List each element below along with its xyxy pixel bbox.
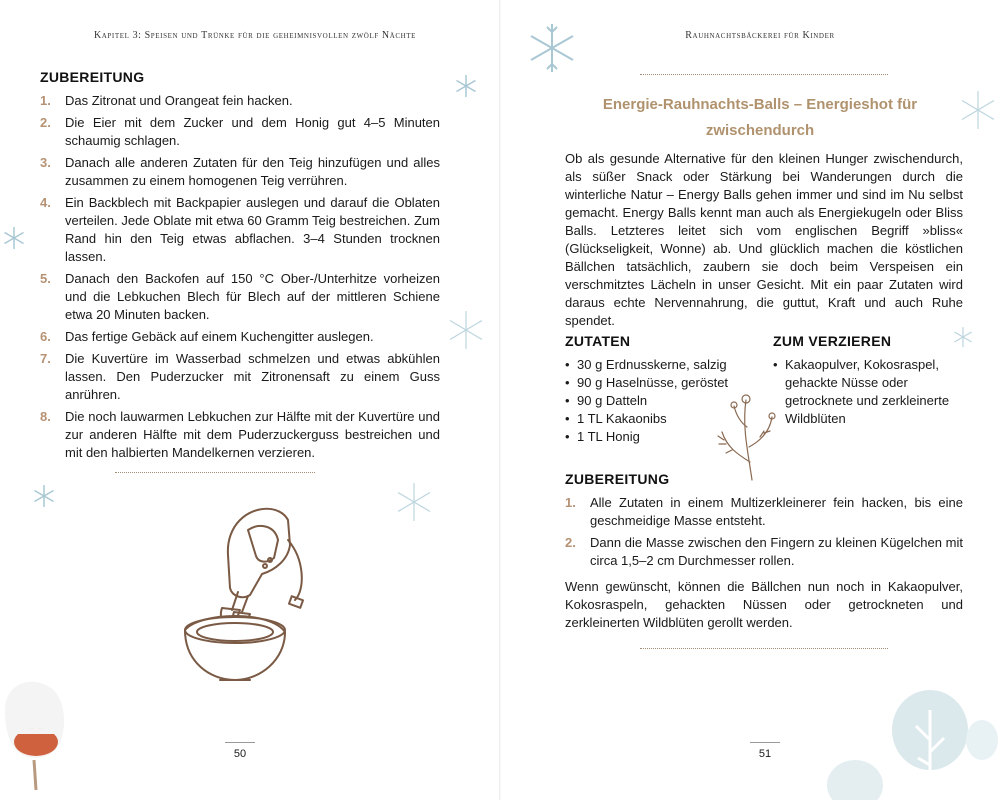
step-number: 6. bbox=[40, 329, 51, 344]
recipe-title bbox=[560, 92, 960, 144]
step-number: 8. bbox=[40, 409, 51, 424]
step-number: 1. bbox=[565, 495, 576, 510]
list-item: • 90 g Haselnüsse, geröstet bbox=[565, 374, 755, 392]
page-number-rule bbox=[750, 742, 780, 743]
step-number: 2. bbox=[565, 535, 576, 550]
left-steps-list bbox=[40, 92, 440, 466]
right-steps-list bbox=[565, 494, 963, 574]
step-number: 5. bbox=[40, 271, 51, 286]
wildflower-illustration bbox=[712, 392, 782, 482]
snowflake-icon bbox=[394, 482, 434, 522]
step-item bbox=[40, 270, 440, 324]
recipe-title-line1: Energie-Rauhnachts-Balls – Energieshot für bbox=[602, 96, 918, 113]
closing-paragraph: Wenn gewünscht, können die Bällchen nun noch in Kakaopulver, Kokosraspeln, gehackten Nüssen oder getrockneten und zerkleinerten Wildblüten gerollt werden. bbox=[565, 579, 963, 630]
snowy-berry-illustration bbox=[0, 680, 70, 790]
page-number-left: 50 bbox=[233, 748, 247, 760]
decoration-title: ZUM VERZIEREN bbox=[773, 333, 892, 349]
step-item bbox=[40, 350, 440, 404]
recipe-title-line2: zwischendurch bbox=[705, 122, 815, 139]
step-text: Die noch lauwarmen Lebkuchen zur Hälfte mit der Kuvertüre und zur anderen Hälfte mit dem Puderzuckerguss bestreichen und mit den halbierten Mandelkernen verzieren. bbox=[65, 409, 440, 460]
step-text: Danach den Backofen auf 150 °C Ober-/Unterhitze vorheizen und die Lebkuchen Blech für Blech auf der mittleren Schiene etwa 20 Minuten backen. bbox=[65, 271, 440, 322]
list-item: • Kakaopulver, Kokosraspel, gehackte Nüsse oder getrocknete und zerkleinerte Wildblüten bbox=[773, 356, 963, 428]
page-number-right: 51 bbox=[758, 748, 772, 760]
hand-mixer-illustration bbox=[170, 500, 320, 690]
step-number: 7. bbox=[40, 351, 51, 366]
prep-title: ZUBEREITUNG bbox=[565, 471, 670, 487]
snowflake-icon bbox=[2, 226, 26, 250]
decoration-list bbox=[773, 356, 963, 428]
step-item bbox=[565, 534, 963, 570]
step-item bbox=[565, 494, 963, 530]
step-number: 3. bbox=[40, 155, 51, 170]
step-number: 2. bbox=[40, 115, 51, 130]
running-head-left: Kapitel 3: Speisen und Trünke für die geheimnisvollen zwölf Nächte bbox=[93, 30, 417, 41]
list-item: • 90 g Datteln bbox=[565, 392, 755, 410]
step-text: Die Eier mit dem Zucker und dem Honig gut 4–5 Minuten schaumig schlagen. bbox=[65, 115, 440, 148]
snowflake-icon bbox=[528, 22, 576, 74]
ingredients-title: ZUTATEN bbox=[565, 333, 631, 349]
step-item bbox=[40, 408, 440, 462]
step-text: Das Zitronat und Orangeat fein hacken. bbox=[65, 93, 293, 108]
step-text: Alle Zutaten in einem Multizerkleinerer fein hacken, bis eine geschmeidige Masse entsteht. bbox=[590, 495, 963, 528]
section-title-zubereitung: ZUBEREITUNG bbox=[40, 69, 145, 85]
step-text: Die Kuvertüre im Wasserbad schmelzen und etwas abkühlen lassen. Den Puderzucker mit Zitronensaft zu einem Guss anrühren. bbox=[65, 351, 440, 402]
intro-paragraph: Ob als gesunde Alternative für den kleinen Hunger zwischendurch, als süßer Snack oder Stärkung bei Wanderungen durch die winterliche Natur – Energy Balls gehen immer und sind im Nu selbst gemacht. Energy Balls kennt man auch als Energiekugeln oder Bliss Balls. Letzteres leitet sich vom englischen Begriff »bliss« (Glückseligkeit, Wonne) ab. Und glücklich machen die köstlichen Bällchen tatsächlich, zaubern sie doch beim Verspeisen ein verschmitztes Lächeln in unser Gesicht. Mit ein paar Zutaten wird daraus echte Nervennahrung, die guttut, Kraft und auch Ruhe spendet. bbox=[565, 151, 963, 328]
step-item bbox=[40, 194, 440, 266]
step-item bbox=[40, 92, 440, 110]
dotted-divider bbox=[640, 648, 888, 649]
dotted-divider bbox=[640, 74, 888, 75]
list-item: • 1 TL Honig bbox=[565, 428, 755, 446]
step-item bbox=[40, 114, 440, 150]
step-number: 1. bbox=[40, 93, 51, 108]
step-text: Das fertige Gebäck auf einem Kuchengitter auslegen. bbox=[65, 329, 374, 344]
snowflake-icon bbox=[958, 90, 998, 130]
running-head-right: Rauhnachtsbäckerei für Kinder bbox=[685, 30, 835, 41]
snowflake-icon bbox=[32, 484, 56, 508]
step-item bbox=[40, 154, 440, 190]
dotted-divider bbox=[115, 472, 315, 473]
page-number-rule bbox=[225, 742, 255, 743]
step-item bbox=[40, 328, 440, 346]
snowflake-icon bbox=[446, 310, 486, 350]
step-number: 4. bbox=[40, 195, 51, 210]
winter-trees-illustration bbox=[820, 680, 1000, 800]
snowflake-icon bbox=[454, 74, 478, 98]
list-item: • 1 TL Kakaonibs bbox=[565, 410, 755, 428]
list-item: • 30 g Erdnusskerne, salzig bbox=[565, 356, 755, 374]
step-text: Dann die Masse zwischen den Fingern zu kleinen Kügelchen mit circa 1,5–2 cm Durchmesser rollen. bbox=[590, 535, 963, 568]
step-text: Danach alle anderen Zutaten für den Teig hinzufügen und alles zusammen zu einem homogenen Teig verrühren. bbox=[65, 155, 440, 188]
step-text: Ein Backblech mit Backpapier auslegen und darauf die Oblaten verteilen. Jede Oblate mit etwa 60 Gramm Teig bestreichen. Zum Rand hin den Teig etwas abflachen. 3–4 Stunden trocknen lassen. bbox=[65, 195, 440, 264]
